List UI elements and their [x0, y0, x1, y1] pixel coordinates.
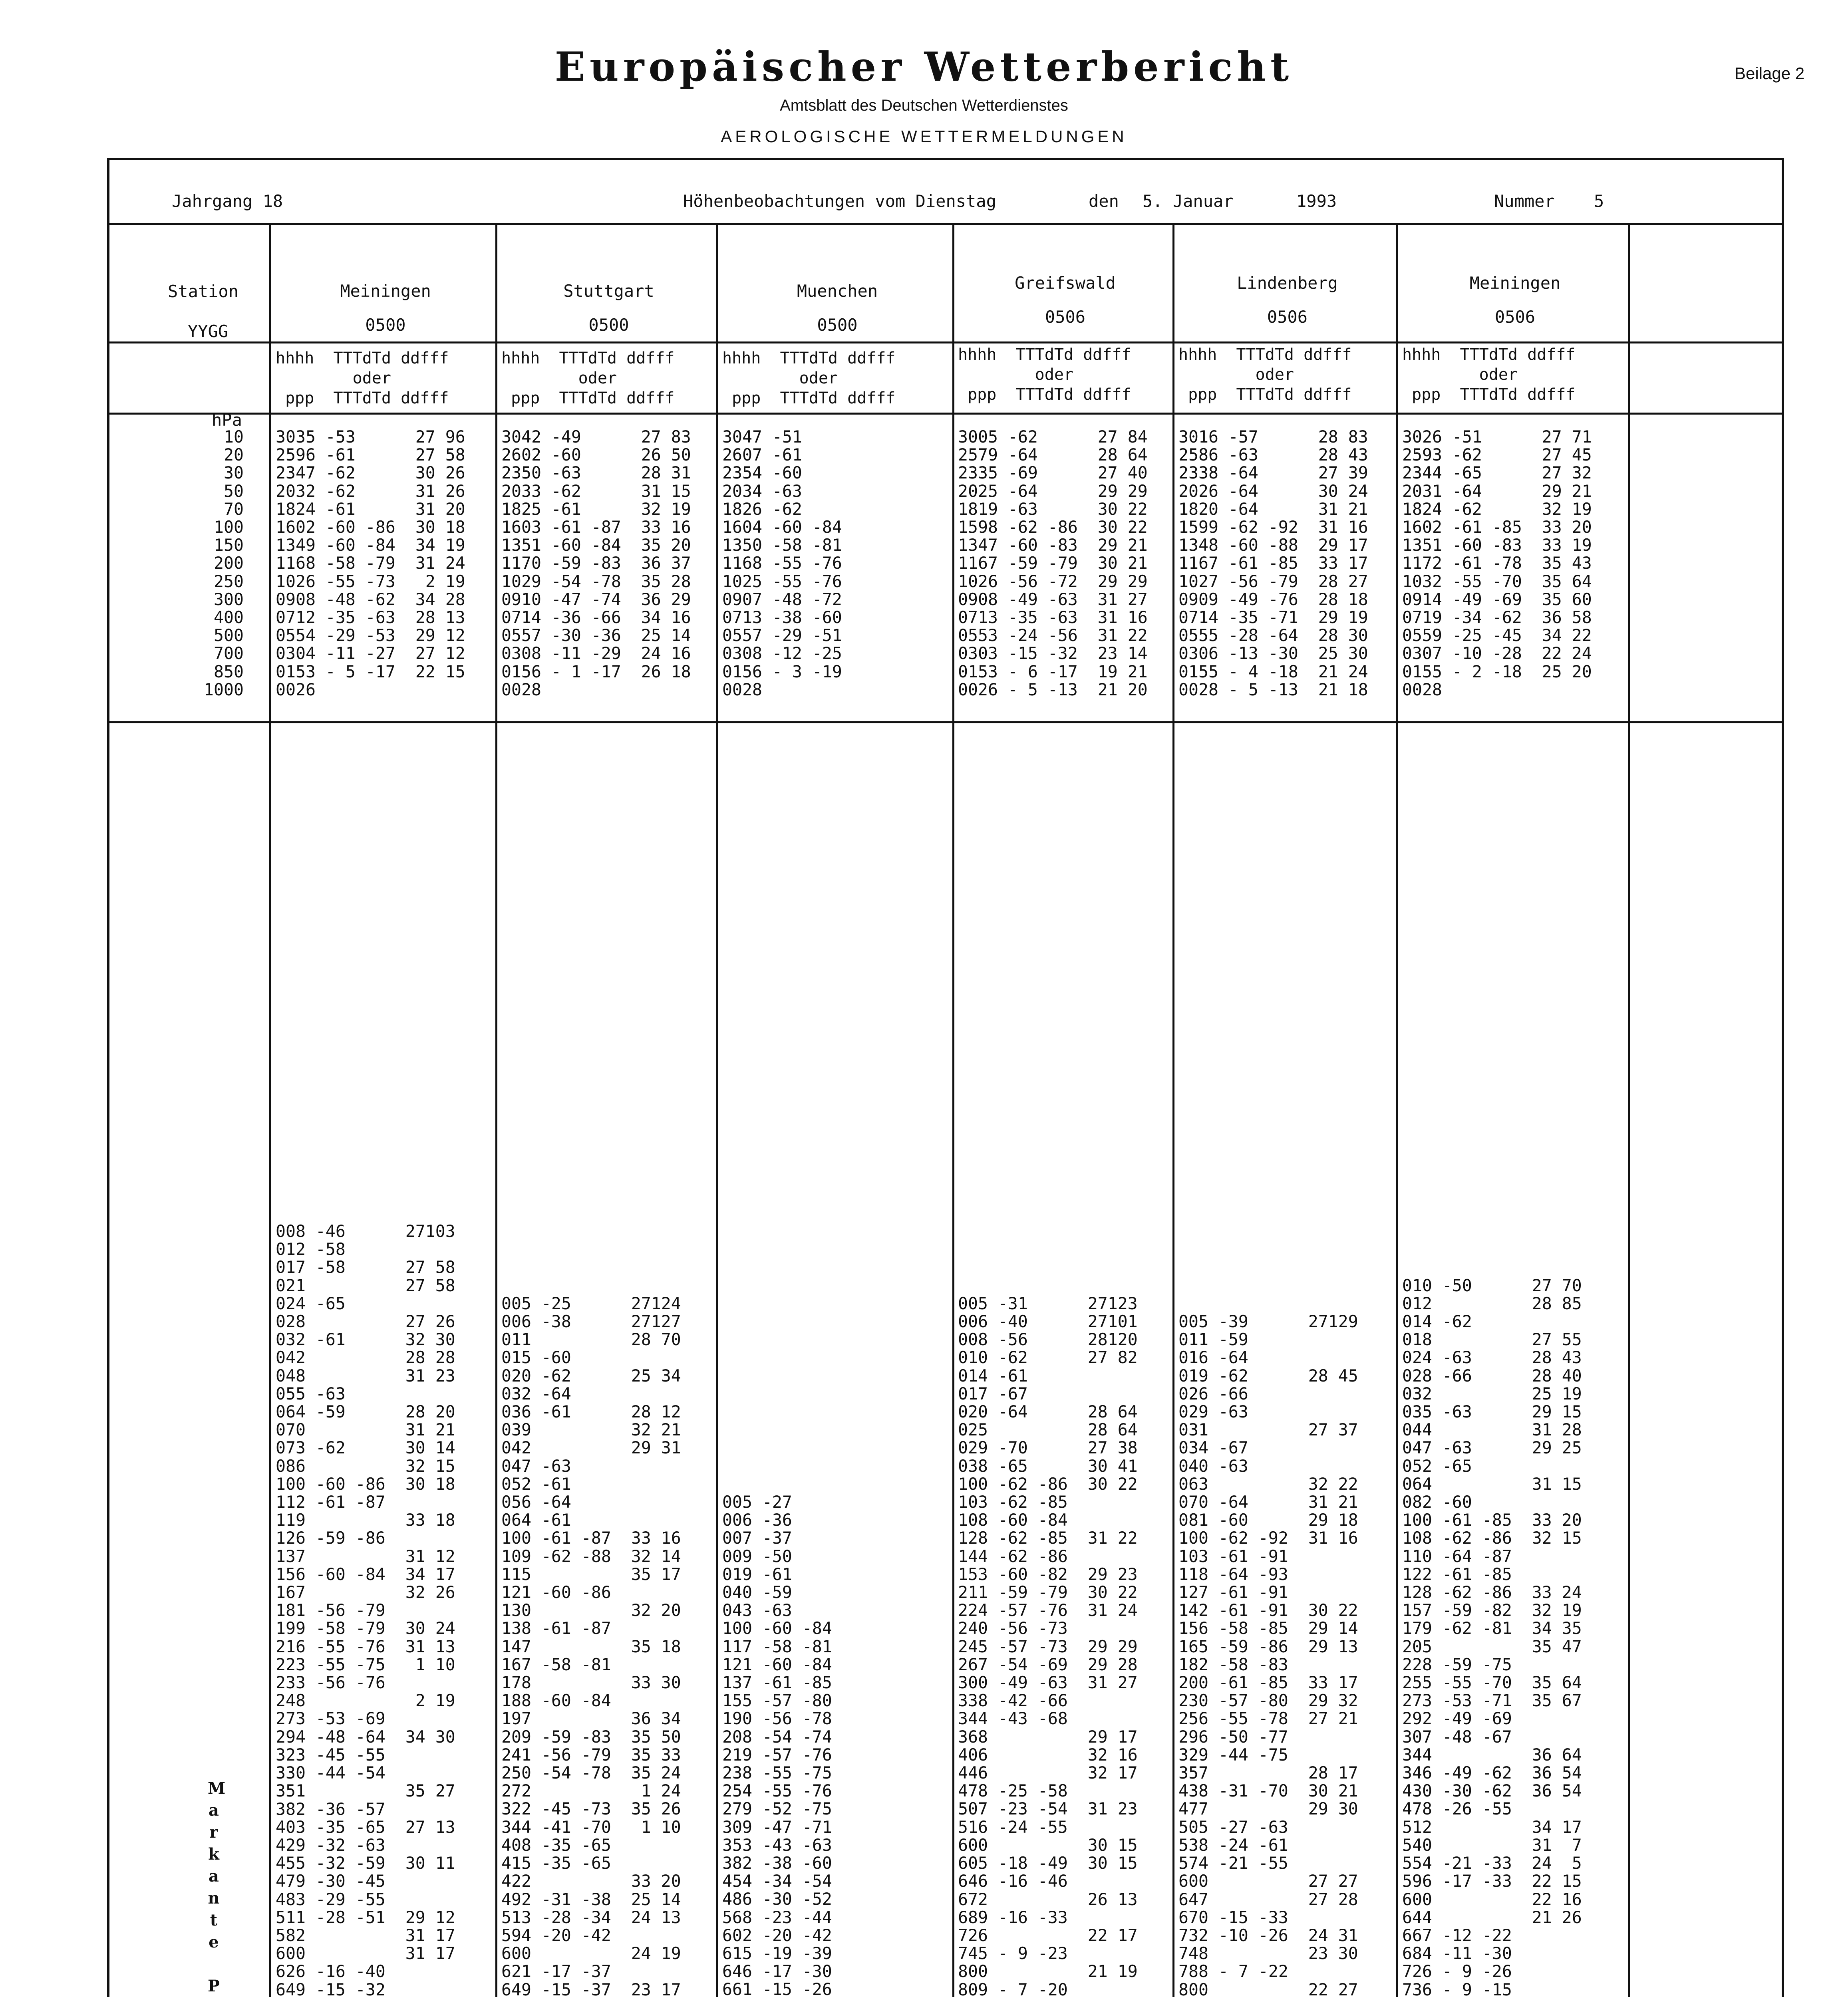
volume-label: Jahrgang 18 — [172, 191, 283, 211]
column-header: hhhh TTTdTd ddfff oder ppp TTTdTd ddfff — [501, 349, 675, 407]
significant-points-data: 005 -25 27124 006 -38 27127 011 28 70 015 -60 020 -62 25 34 032 -64 036 -61 28 12 039 32 21 042 29 31 047 -63 052 -61 056 -64 064 -61 100 -61 -87 33 16 109 -62 -88 32 14 115 35 17 121 -60 -86 130 32 20 138 -61 -87 147 35 18 167 -58 -81 178 33 30 188 -60 -84 197 36 34 209 -59 -83 35 50 241 -56 -79 35 33 250 -54 -78 35 24 272 1 24 322 -45 -73 35 26 344 -41 -70 1 10 408 -35 -65 415 -35 -65 422 33 20 492 -31 -38 25 14 513 -28 -34 24 13 594 -20 -42 600 24 19 621 -17 -37 649 -15 -37 23 17 — [501, 1293, 681, 1997]
divider-col5 — [1396, 223, 1398, 1997]
markante-punkte-letter: n — [208, 1889, 220, 1908]
divider-col2 — [716, 223, 718, 1997]
observation-label: Höhenbeobachtungen vom Dienstag — [683, 191, 996, 211]
number-label: Nummer — [1494, 191, 1555, 211]
station-yygg: 0500 — [365, 315, 406, 335]
station-name: Muenchen — [797, 281, 878, 301]
appendix-label: Beilage 2 — [1735, 64, 1805, 83]
significant-points-data: 005 -31 27123 006 -40 27101 008 -56 28120 010 -62 27 82 014 -61 017 -67 020 -64 28 64 025 28 64 029 -70 27 38 038 -65 30 41 100 -62 -86 30 22 103 -62 -85 108 -60 -84 128 -62 -85 31 22 144 -62 -86 153 -60 -82 29 23 211 -59 -79 30 22 224 -57 -76 31 24 240 -56 -73 245 -57 -73 29 29 267 -54 -69 29 28 300 -49 -63 31 27 338 -42 -66 344 -43 -68 368 29 17 406 32 16 446 32 17 478 -25 -58 507 -23 -54 31 23 516 -24 -55 600 30 15 605 -18 -49 30 15 646 -16 -46 672 26 13 689 -16 -33 726 22 17 745 - 9 -23 800 21 19 809 - 7 -20 — [958, 1293, 1138, 1997]
station-name: Stuttgart — [563, 281, 654, 301]
column-header: hhhh TTTdTd ddfff oder ppp TTTdTd ddfff — [276, 349, 449, 407]
markante-punkte-letter: P — [208, 1977, 220, 1995]
rule-yygg — [107, 341, 1784, 343]
standard-levels-data: 3016 -57 28 83 2586 -63 28 43 2338 -64 27 39 2026 -64 30 24 1820 -64 31 21 1599 -62 -92 31 16 1348 -60 -88 29 17 1167 -61 -85 33 17 1027 -56 -79 28 27 0909 -49 -76 28 18 0714 -35 -71 29 19 0555 -28 -64 28 30 0306 -13 -30 25 30 0155 - 4 -18 21 24 0028 - 5 -13 21 18 — [1178, 427, 1368, 699]
station-name: Greifswald — [1015, 273, 1116, 293]
divider-station — [269, 223, 271, 1997]
document-title: Europäischer Wetterbericht — [554, 43, 1294, 90]
column-header: hhhh TTTdTd ddfff oder ppp TTTdTd ddfff — [1178, 345, 1352, 404]
rule-info — [107, 223, 1784, 225]
markante-punkte-letter: k — [208, 1845, 219, 1864]
number-value: 5 — [1594, 191, 1604, 211]
column-header: hhhh TTTdTd ddfff oder ppp TTTdTd ddfff — [1402, 345, 1576, 404]
significant-points-data: 008 -46 27103 012 -58 017 -58 27 58 021 27 58 024 -65 028 27 26 032 -61 32 30 042 28 28 048 31 23 055 -63 064 -59 28 20 070 31 21 073 -62 30 14 086 32 15 100 -60 -86 30 18 112 -61 -87 119 33 18 126 -59 -86 137 31 12 156 -60 -84 34 17 167 32 26 181 -56 -79 199 -58 -79 30 24 216 -55 -76 31 13 223 -55 -75 1 10 233 -56 -76 248 2 19 273 -53 -69 294 -48 -64 34 30 323 -45 -55 330 -44 -54 351 35 27 382 -36 -57 403 -35 -65 27 13 429 -32 -63 455 -32 -59 30 11 479 -30 -45 483 -29 -55 511 -28 -51 29 12 582 31 17 600 31 17 626 -16 -40 649 -15 -32 — [276, 1221, 455, 1997]
column-header: hhhh TTTdTd ddfff oder ppp TTTdTd ddfff — [958, 345, 1131, 404]
station-yygg: 0506 — [1494, 307, 1536, 327]
rule-std-end — [107, 721, 1784, 723]
significant-points-data: 010 -50 27 70 012 28 85 014 -62 018 27 55 024 -63 28 43 028 -66 28 40 032 25 19 035 -63 29 15 044 31 28 047 -63 29 25 052 -65 064 31 15 082 -60 100 -61 -85 33 20 108 -62 -86 32 15 110 -64 -87 122 -61 -85 128 -62 -86 33 24 157 -59 -82 32 19 179 -62 -81 34 35 205 35 47 228 -59 -75 255 -55 -70 35 64 273 -53 -71 35 67 292 -49 -69 307 -48 -67 344 36 64 346 -49 -62 36 54 430 -30 -62 36 54 478 -26 -55 512 34 17 540 31 7 554 -21 -33 24 5 596 -17 -33 22 15 600 22 16 644 21 26 667 -12 -22 684 -11 -30 726 - 9 -26 736 - 9 -15 — [1402, 1275, 1582, 1997]
document-subtitle: Amtsblatt des Deutschen Wetterdienstes — [780, 97, 1068, 114]
station-name: Lindenberg — [1237, 273, 1338, 293]
standard-levels-data: 3042 -49 27 83 2602 -60 26 50 2350 -63 28 31 2033 -62 31 15 1825 -61 32 19 1603 -61 -87 33 16 1351 -60 -84 35 20 1170 -59 -83 36 37 1029 -54 -78 35 28 0910 -47 -74 36 29 0714 -36 -66 34 16 0557 -30 -36 25 14 0308 -11 -29 24 16 0156 - 1 -17 26 18 0028 — [501, 427, 691, 699]
significant-points-data: 005 -27 006 -36 007 -37 009 -50 019 -61 040 -59 043 -63 100 -60 -84 117 -58 -81 121 -60 -84 137 -61 -85 155 -57 -80 190 -56 -78 208 -54 -74 219 -57 -76 238 -55 -75 254 -55 -76 279 -52 -75 309 -47 -71 353 -43 -63 382 -38 -60 454 -34 -54 486 -30 -52 568 -23 -44 602 -20 -42 615 -19 -39 646 -17 -30 661 -15 -26 — [722, 1492, 832, 1997]
divider-col6 — [1628, 223, 1630, 1997]
station-yygg: 0500 — [588, 315, 629, 335]
standard-levels-data: 3026 -51 27 71 2593 -62 27 45 2344 -65 27 32 2031 -64 29 21 1824 -62 32 19 1602 -61 -85 33 20 1351 -60 -83 33 19 1172 -61 -78 35 43 1032 -55 -70 35 64 0914 -49 -69 35 60 0719 -34 -62 36 58 0559 -25 -45 34 22 0307 -10 -28 22 24 0155 - 2 -18 25 20 0028 — [1402, 427, 1592, 699]
station-yygg: 0506 — [1045, 307, 1086, 327]
rule-colheader — [107, 413, 1784, 415]
date-label: 5. Januar — [1143, 191, 1234, 211]
markante-punkte-letter: M — [208, 1779, 226, 1798]
standard-levels-data: 3005 -62 27 84 2579 -64 28 64 2335 -69 27 40 2025 -64 29 29 1819 -63 30 22 1598 -62 -86 30 22 1347 -60 -83 29 21 1167 -59 -79 30 21 1026 -56 -72 29 29 0908 -49 -63 31 27 0713 -35 -63 31 16 0553 -24 -56 31 22 0303 -15 -32 23 14 0153 - 6 -17 19 21 0026 - 5 -13 21 20 — [958, 427, 1148, 699]
station-yygg: 0500 — [817, 315, 858, 335]
station-yygg: 0506 — [1267, 307, 1308, 327]
column-header: hhhh TTTdTd ddfff oder ppp TTTdTd ddfff — [722, 349, 896, 407]
significant-points-data: 005 -39 27129 011 -59 016 -64 019 -62 28 45 026 -66 029 -63 031 27 37 034 -67 040 -63 063 32 22 070 -64 31 21 081 -60 29 18 100 -62 -92 31 16 103 -61 -91 118 -64 -93 127 -61 -91 142 -61 -91 30 22 156 -58 -85 29 14 165 -59 -86 29 13 182 -58 -83 200 -61 -85 33 17 230 -57 -80 29 32 256 -55 -78 27 21 296 -50 -77 329 -44 -75 357 28 17 438 -31 -70 30 21 477 29 30 505 -27 -63 538 -24 -61 574 -21 -55 600 27 27 647 27 28 670 -15 -33 732 -10 -26 24 31 748 23 30 788 - 7 -22 800 22 27 — [1178, 1312, 1358, 1997]
markante-punkte-letter: a — [209, 1867, 219, 1886]
divider-col3 — [952, 223, 954, 1997]
markante-punkte-letter: e — [209, 1933, 219, 1951]
date-prefix: den — [1089, 191, 1119, 211]
year-label: 1993 — [1296, 191, 1337, 211]
standard-levels-data: 3047 -51 2607 -61 2354 -60 2034 -63 1826 -62 1604 -60 -84 1350 -58 -81 1168 -55 -76 1025 -55 -76 0907 -48 -72 0713 -38 -60 0557 -29 -51 0308 -12 -25 0156 - 3 -19 0028 — [722, 427, 842, 699]
markante-punkte-letter: a — [209, 1801, 219, 1820]
standard-levels-data: 3035 -53 27 96 2596 -61 27 58 2347 -62 30 26 2032 -62 31 26 1824 -61 31 20 1602 -60 -86 30 18 1349 -60 -84 34 19 1168 -58 -79 31 24 1026 -55 -73 2 19 0908 -48 -62 34 28 0712 -35 -63 28 13 0554 -29 -53 29 12 0304 -11 -27 27 12 0153 - 5 -17 22 15 0026 — [276, 427, 465, 699]
yygg-label: YYGG — [188, 322, 229, 341]
station-label: Station — [168, 282, 239, 301]
markante-punkte-letter: r — [209, 1823, 218, 1842]
divider-col1 — [495, 223, 497, 1997]
pressure-levels: 10 20 30 50 70 100 150 200 250 300 400 500 700 850 1000 — [204, 427, 244, 699]
divider-col4 — [1172, 223, 1174, 1997]
hpa-label: hPa — [212, 410, 242, 430]
section-title: AEROLOGISCHE WETTERMELDUNGEN — [721, 127, 1127, 146]
station-name: Meiningen — [340, 281, 431, 301]
markante-punkte-letter: t — [210, 1911, 218, 1930]
station-name: Meiningen — [1469, 273, 1561, 293]
